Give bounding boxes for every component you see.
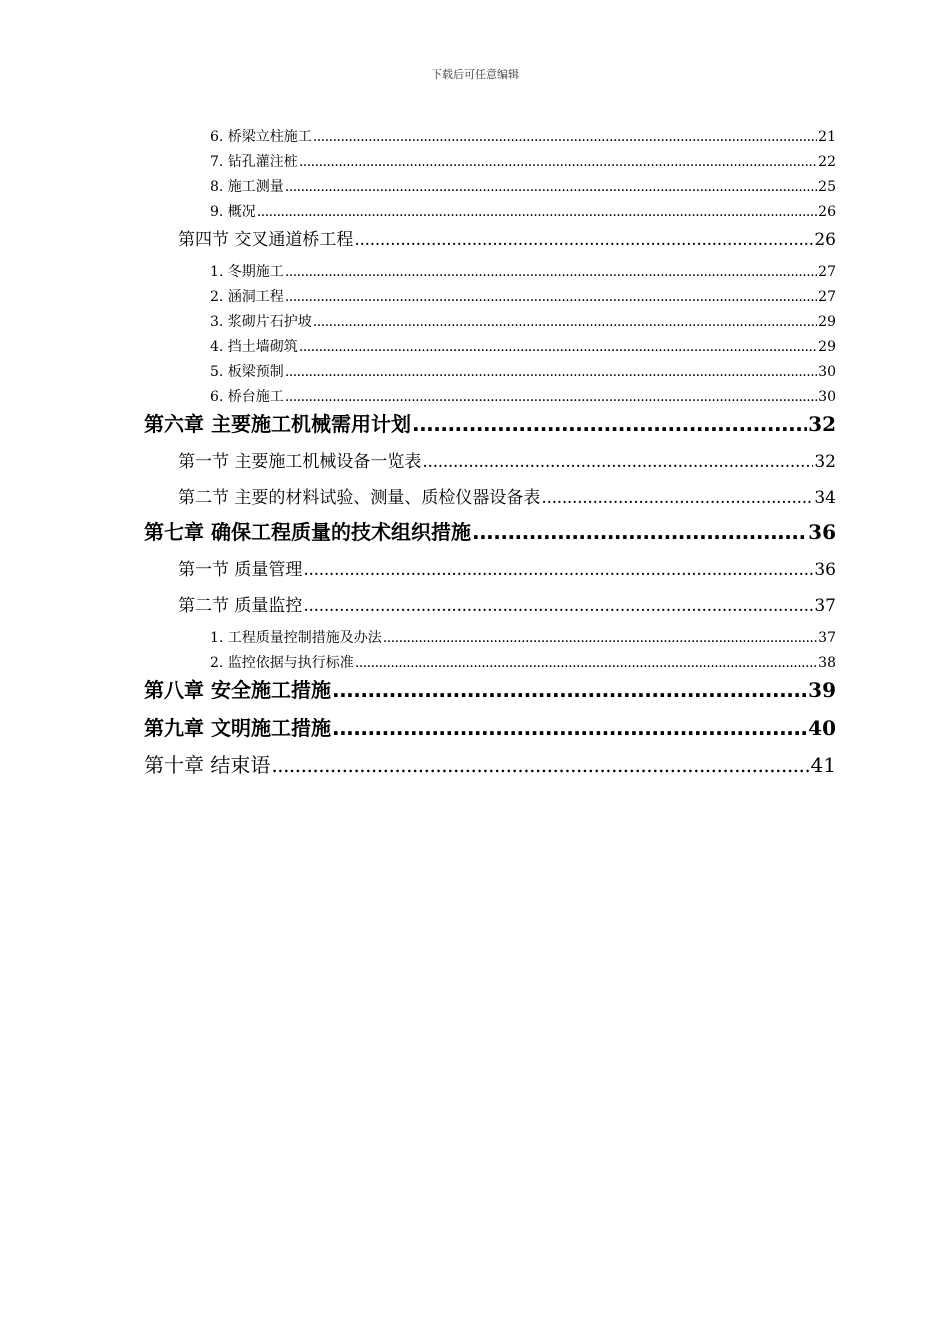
toc-entry-label: 4. 挡土墙砌筑 <box>210 339 298 355</box>
toc-entry[interactable] <box>210 126 836 146</box>
toc-entry-label: 7. 钻孔灌注桩 <box>210 154 298 170</box>
toc-entry-page: 29 <box>818 339 836 355</box>
toc-entry-label: 第二节 质量监控 <box>178 596 303 616</box>
toc-leader-dots <box>257 204 817 220</box>
toc-entry-label: 第九章 文明施工措施 <box>144 716 331 740</box>
toc-entry[interactable] <box>178 483 836 508</box>
toc-entry-label: 第八章 安全施工措施 <box>144 678 331 702</box>
toc-entry-label: 第十章 结束语 <box>144 753 271 777</box>
toc-leader-dots <box>541 488 813 508</box>
toc-leader-dots <box>383 630 817 646</box>
page-header: 下载后可任意编辑 <box>431 68 519 81</box>
toc-leader-dots <box>412 412 807 436</box>
toc-entry-label: 第一节 主要施工机械设备一览表 <box>178 452 422 472</box>
toc-entry-label: 1. 冬期施工 <box>210 264 284 280</box>
toc-entry-label: 第二节 主要的材料试验、测量、质检仪器设备表 <box>178 488 541 508</box>
toc-leader-dots <box>285 179 817 195</box>
toc-entry[interactable] <box>210 201 836 221</box>
toc-entry[interactable] <box>210 627 836 647</box>
toc-entry-label: 2. 监控依据与执行标准 <box>210 655 354 671</box>
toc-entry-label: 6. 桥台施工 <box>210 389 284 405</box>
toc-leader-dots <box>355 655 817 671</box>
toc-leader-dots <box>313 314 817 330</box>
toc-entry-page: 37 <box>818 630 836 646</box>
toc-leader-dots <box>422 452 813 472</box>
toc-entry-label: 6. 桥梁立柱施工 <box>210 129 312 145</box>
toc-entry-page: 27 <box>818 289 836 305</box>
toc-entry-label: 3. 浆砌片石护坡 <box>210 314 312 330</box>
toc-entry-page: 30 <box>818 364 836 380</box>
toc-entry[interactable] <box>210 361 836 381</box>
toc-entry-page: 26 <box>814 230 836 250</box>
toc-entry-page: 41 <box>810 753 836 777</box>
toc-entry[interactable] <box>178 555 836 580</box>
toc-entry-label: 第四节 交叉通道桥工程 <box>178 230 354 250</box>
toc-entry-page: 29 <box>818 314 836 330</box>
toc-entry[interactable] <box>178 447 836 472</box>
toc-entry[interactable] <box>144 516 836 545</box>
toc-leader-dots <box>332 678 807 702</box>
toc-entry[interactable] <box>178 591 836 616</box>
toc-leader-dots <box>271 753 809 777</box>
toc-entry[interactable] <box>144 408 836 437</box>
toc-leader-dots <box>472 520 807 544</box>
toc-entry-page: 36 <box>808 520 836 544</box>
toc-entry[interactable] <box>210 286 836 306</box>
toc-entry-page: 38 <box>818 655 836 671</box>
toc-entry-page: 34 <box>814 488 836 508</box>
toc-entry-page: 22 <box>818 154 836 170</box>
toc-entry-label: 8. 施工测量 <box>210 179 284 195</box>
toc-leader-dots <box>354 230 813 250</box>
toc-entry-page: 36 <box>814 560 836 580</box>
toc-entry-label: 9. 概况 <box>210 204 256 220</box>
toc-entry[interactable] <box>210 386 836 406</box>
toc-entry[interactable] <box>210 652 836 672</box>
toc-entry-page: 25 <box>818 179 836 195</box>
toc-entry[interactable] <box>210 311 836 331</box>
toc-entry[interactable] <box>178 225 836 250</box>
toc-leader-dots <box>303 560 813 580</box>
toc-entry-page: 40 <box>808 716 836 740</box>
toc-entry[interactable] <box>210 261 836 281</box>
toc-leader-dots <box>313 129 817 145</box>
toc-entry-label: 5. 板梁预制 <box>210 364 284 380</box>
toc-leader-dots <box>285 264 817 280</box>
toc-entry[interactable] <box>144 674 836 703</box>
toc-entry[interactable] <box>210 176 836 196</box>
toc-entry-page: 27 <box>818 264 836 280</box>
toc-entry-label: 第六章 主要施工机械需用计划 <box>144 412 411 436</box>
toc-entry-page: 30 <box>818 389 836 405</box>
toc-leader-dots <box>303 596 813 616</box>
toc-entry[interactable] <box>144 712 836 741</box>
toc-leader-dots <box>332 716 807 740</box>
toc-entry[interactable] <box>210 151 836 171</box>
toc-entry[interactable] <box>144 749 836 778</box>
toc-leader-dots <box>285 364 817 380</box>
toc-entry-label: 2. 涵洞工程 <box>210 289 284 305</box>
toc-entry-page: 32 <box>808 412 836 436</box>
toc-entry-label: 第七章 确保工程质量的技术组织措施 <box>144 520 471 544</box>
toc-leader-dots <box>299 154 817 170</box>
toc-entry-label: 1. 工程质量控制措施及办法 <box>210 630 382 646</box>
toc-leader-dots <box>285 289 817 305</box>
toc-entry-page: 39 <box>808 678 836 702</box>
toc-entry-page: 32 <box>814 452 836 472</box>
toc-entry-page: 26 <box>818 204 836 220</box>
toc-entry-page: 21 <box>818 129 836 145</box>
toc-entry-label: 第一节 质量管理 <box>178 560 303 580</box>
toc-leader-dots <box>285 389 817 405</box>
toc-entry-page: 37 <box>814 596 836 616</box>
toc-entry[interactable] <box>210 336 836 356</box>
toc-leader-dots <box>299 339 817 355</box>
